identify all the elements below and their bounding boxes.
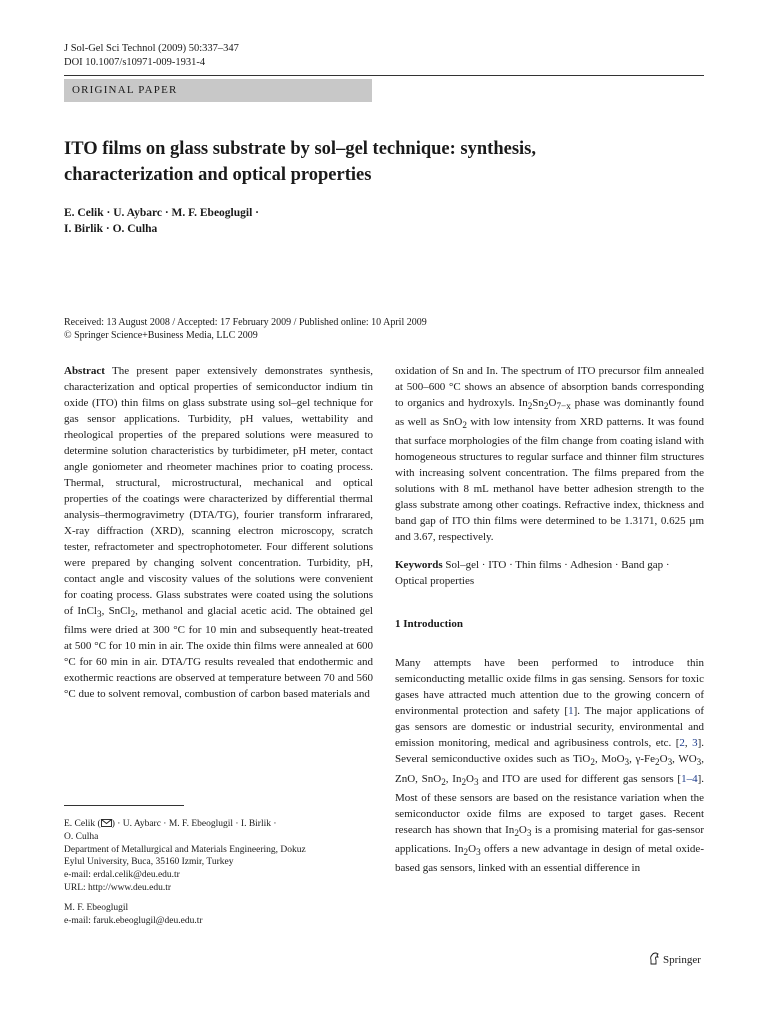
- publisher-footer: [648, 952, 701, 969]
- dates-line: Received: 13 August 2008 / Accepted: 17 February 2009 / Published online: 10 April 2009: [64, 317, 427, 328]
- publication-dates: [64, 316, 427, 342]
- introduction-paragraph: Many attempts have been performed to introduce thin semiconducting metallic oxide films in gas sensing. Sensors for toxic gases have attracted much attention due to the growing concern of environmental protection and safety [1]. The major applications of gas sensors are domestic or industrial security, environmental and emission monitoring, medical and agribusiness controls, etc. [2, 3]. Several semiconductive oxides such as TiO$_2$, MoO$_3$, $\gamma-Fe_2O_3$, $WO_3$, ZnO, SnO$_2$, $In_2O_3$ and ITO are used for different gas sensors [1–4]. Most of these sensors are based on the resistance variation when the semiconductor oxide films are exposed to target gases. Recent research has shown that $In_2O_3$ is a promising material for gas-sensor applications. $In_2O_3$ offers a new advantage in design of metal oxide-based gas sensors, linked with an essential difference in: [395, 657, 704, 875]
- author-list: [64, 205, 464, 237]
- journal-citation: J Sol-Gel Sci Technol (2009) 50:337–347: [64, 43, 239, 54]
- corresponding-email: e-mail: erdal.celik@deu.edu.tr: [64, 870, 180, 881]
- citation-link[interactable]: 2: [679, 737, 685, 750]
- title-line-1: ITO films on glass substrate by sol–gel technique: synthesis,: [64, 139, 536, 159]
- title-line-2: characterization and optical properties: [64, 165, 372, 185]
- doi-line: DOI 10.1007/s10971-009-1931-4: [64, 57, 206, 68]
- header-rule: [64, 75, 704, 76]
- paper-title: [64, 136, 684, 188]
- abstract-paragraph: Abstract The present paper extensively demonstrates synthesis, characterization and optical properties of semiconductor indium tin oxide (ITO) thin films on glass substrate using sol–gel technique for gas sensor applications. Turbidity, pH values, wettability and rheological properties of the prepared solutions were measured to determine solution characteristics by turbidimeter, pH meter, contact angle goniometer and rheometer machines prior to coating process. Thermal, structural, microstructural, mechanical and optical properties of the coatings were characterized by differential thermal analysis–thermogravimetry (DTA/TG), fourier transform infrarared, X-ray diffraction (XRD), scanning electron microscopy, scratch tester, refractometer and spectrophotometer. Four different solutions were prepared by changing solvent concentration. Turbidity, pH, contact angle and viscosity values of the solutions were convenient for coating process. Glass substrates were coated using the solutions of InCl$_3$, SnCl$_2$, methanol and glacial acetic acid. The obtained gel films were dried at 300 °C for 10 min and subsequently heat-treated at 500 °C for 10 min in air. The oxide thin films were annealed at 600 °C for 60 min in air. DTA/TG results revealed that endothermic and exothermic reactions are observed at temperature between 70 and 560 °C due to solvent removal, combustion of carbon based materials and: [64, 365, 373, 701]
- article-type-badge: ORIGINAL PAPER: [64, 79, 372, 102]
- authors-line-1: E. Celik · U. Aybarc · M. F. Ebeoglugil ·: [64, 207, 259, 219]
- right-column: [395, 363, 704, 876]
- journal-header: [64, 42, 239, 70]
- keywords-list: Sol–gel · ITO · Thin films · Adhesion · Band gap · Optical properties: [395, 559, 670, 588]
- affiliation-line-2: Eylul University, Buca, 35160 Izmir, Turkey: [64, 857, 234, 868]
- section-heading-introduction: 1 Introduction: [395, 618, 463, 631]
- affiliation-line-1: Department of Metallurgical and Materials Engineering, Dokuz: [64, 844, 306, 855]
- footnote-rule: [64, 805, 184, 806]
- footnote-authors-line: E. Celik ( ) · U. Aybarc · M. F. Ebeoglugil · I. Birlik ·: [64, 819, 277, 829]
- left-column: [64, 363, 373, 702]
- second-contact-email: e-mail: faruk.ebeoglugil@deu.edu.tr: [64, 915, 203, 926]
- publisher-name: Springer: [663, 954, 701, 966]
- abstract-label: Abstract: [64, 365, 105, 377]
- second-contact-name: M. F. Ebeoglugil: [64, 902, 129, 913]
- springer-horse-icon: [648, 952, 660, 969]
- affiliation-footnote: [64, 818, 373, 927]
- citation-link[interactable]: 1: [568, 705, 574, 718]
- abstract-continuation: oxidation of Sn and In. The spectrum of ITO precursor film annealed at 500–600 °C shows an absence of absorption bands corresponding to organics and hydroxyls. $In_2Sn_2O_{7-x}$ phase was dominantly found as well as SnO$_2$ with low intensity from XRD patterns. It was found that surface morphologies of the film change from coating island with homogeneous structures to regular surface and thinner film structures with increasing solvent concentration. The films prepared from the solutions with 8 mL methanol have better adhesion strength to the glass substrate among other coatings. Refractive index, thickness and band gap of ITO thin films were determined to be 1.3171, 0.625 µm and 3.67, respectively.: [395, 365, 704, 544]
- copyright-line: © Springer Science+Business Media, LLC 2009: [64, 330, 258, 341]
- institution-url: URL: http://www.deu.edu.tr: [64, 882, 172, 893]
- citation-link[interactable]: 1–4: [681, 772, 698, 785]
- citation-link[interactable]: 3: [692, 737, 698, 750]
- footnote-authors-line-2: O. Culha: [64, 831, 99, 842]
- keywords-label: Keywords: [395, 559, 443, 572]
- envelope-icon: [101, 819, 112, 829]
- keywords: [395, 557, 704, 589]
- authors-line-2: I. Birlik · O. Culha: [64, 223, 158, 235]
